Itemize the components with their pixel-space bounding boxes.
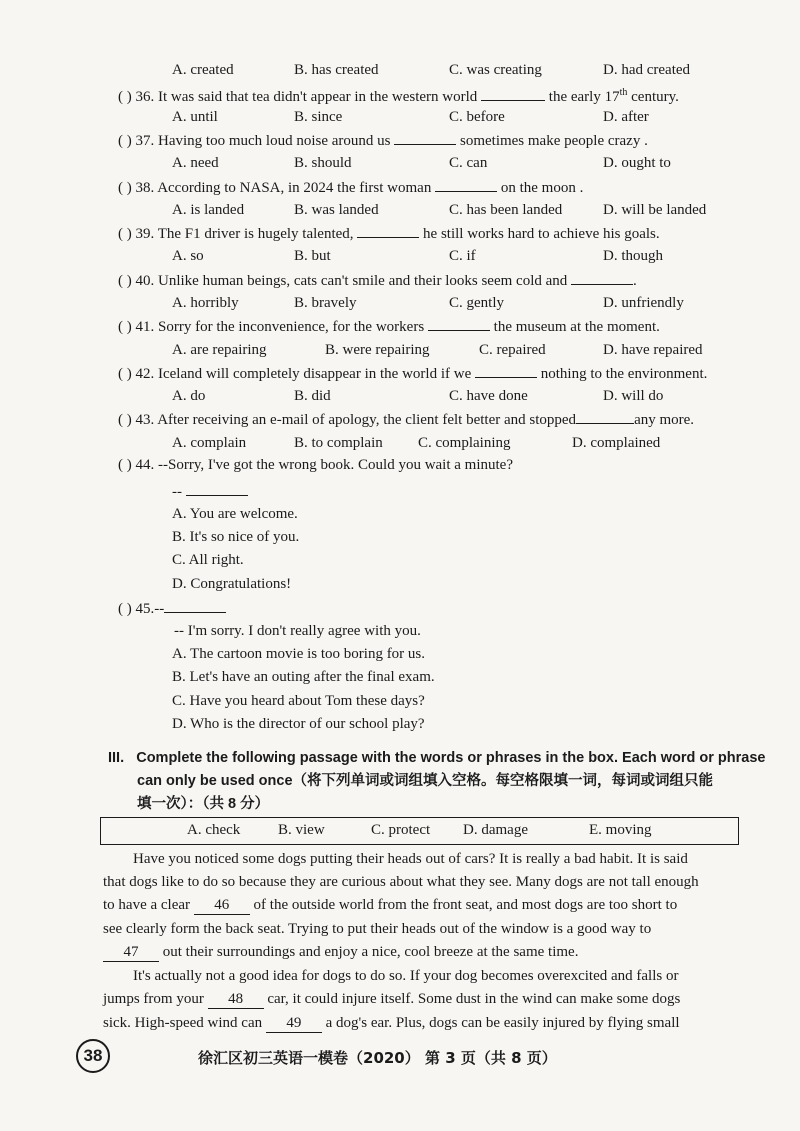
q42-option-c: C. have done [449, 388, 528, 404]
q40-option-d: D. unfriendly [603, 295, 684, 311]
q39-option-c: C. if [449, 248, 476, 264]
q35-option-d: D. had created [603, 62, 691, 78]
question-text: Sorry for the inconvenience, for the workers [158, 319, 425, 335]
section-instruction-line2: can only be used once（将下列单词或词组填入空格。每空格限填一词，每词或词组只能 [137, 773, 714, 789]
q40-option-b: B. bravely [294, 295, 357, 311]
q45-option-b: B. Let's have an outing after the final exam. [172, 669, 435, 685]
question-text: -- [154, 601, 165, 617]
question-number: 36. [135, 89, 155, 105]
q40-option-c: C. gently [449, 295, 504, 311]
question-text-post: on the moon . [500, 180, 584, 196]
question-43 [118, 409, 694, 429]
q37-option-a: A. need [172, 155, 219, 171]
answer-paren: ( ) [118, 180, 132, 196]
q36-option-c: C. before [449, 109, 505, 125]
q45-option-c: C. Have you heard about Tom these days? [172, 693, 425, 709]
q43-option-c: C. complaining [418, 435, 511, 451]
q37-option-d: D. ought to [603, 155, 671, 171]
q40-option-a: A. horribly [172, 295, 239, 311]
passage-line-5 [103, 943, 737, 962]
passage-text: jumps from your [103, 991, 204, 1007]
answer-blank [475, 363, 537, 378]
word-option-c: C. protect [371, 822, 431, 838]
question-44 [118, 456, 513, 474]
q39-option-a: A. so [172, 248, 204, 264]
question-text-post: any more. [634, 412, 695, 428]
passage-line-7 [103, 990, 737, 1009]
q45-option-d: D. Who is the director of our school play? [172, 716, 425, 732]
answer-paren: ( ) [118, 319, 132, 335]
passage-text: sick. High-speed wind can [103, 1015, 263, 1031]
page-badge: 38 [76, 1039, 110, 1073]
q41-option-b: B. were repairing [325, 342, 430, 358]
question-41 [118, 316, 660, 336]
q44-reply [172, 481, 248, 501]
answer-paren: ( ) [118, 601, 132, 617]
question-text: --Sorry, I've got the wrong book. Could you wait a minute? [158, 457, 513, 473]
word-option-b: B. view [278, 822, 325, 838]
question-text-post: the museum at the moment. [493, 319, 660, 335]
question-number: 38. [135, 180, 155, 196]
reply-dash: -- [172, 484, 182, 500]
q35-option-b: B. has created [294, 62, 379, 78]
question-number: 37. [135, 133, 155, 149]
question-36 [118, 84, 679, 106]
passage-text: of the outside world from the front seat, and most dogs are too short to [253, 897, 678, 913]
q42-option-d: D. will do [603, 388, 664, 404]
passage-line-8 [103, 1014, 737, 1033]
page-footer: 徐汇区初三英语一模卷（2020） 第 3 页（共 8 页） [198, 1049, 557, 1067]
passage-text: car, it could injure itself. Some dust in the wind can make some dogs [267, 991, 681, 1007]
q38-option-b: B. was landed [294, 202, 379, 218]
question-text-post2: century. [631, 89, 679, 105]
q42-option-a: A. do [172, 388, 206, 404]
q45-option-a: A. The cartoon movie is too boring for us. [172, 646, 426, 662]
answer-blank [428, 316, 490, 331]
question-text: Having too much loud noise around us [158, 133, 391, 149]
q42-option-b: B. did [294, 388, 331, 404]
q36-option-d: D. after [603, 109, 649, 125]
passage-text: a dog's ear. Plus, dogs can be easily injured by flying small [325, 1015, 680, 1031]
answer-blank [576, 409, 634, 424]
answer-paren: ( ) [118, 133, 132, 149]
q38-option-d: D. will be landed [603, 202, 707, 218]
q35-option-a: A. created [172, 62, 234, 78]
question-number: 40. [135, 273, 155, 289]
answer-paren: ( ) [118, 89, 132, 105]
word-option-e: E. moving [589, 822, 652, 838]
question-45 [118, 598, 226, 618]
q37-option-b: B. should [294, 155, 352, 171]
question-text-post: the early 17 [548, 89, 620, 105]
q36-option-b: B. since [294, 109, 343, 125]
section-instruction-line1: Complete the following passage with the words or phrases in the box. Each word or phrase [136, 750, 766, 766]
blank-49: 49 [266, 1014, 322, 1033]
answer-blank [357, 223, 419, 238]
answer-blank [394, 130, 456, 145]
question-text: It was said that tea didn't appear in the western world [158, 89, 478, 105]
answer-paren: ( ) [118, 412, 132, 428]
question-number: 41. [135, 319, 155, 335]
answer-blank [164, 598, 226, 613]
q35-option-c: C. was creating [449, 62, 542, 78]
q39-option-d: D. though [603, 248, 663, 264]
q36-option-a: A. until [172, 109, 218, 125]
question-text: Iceland will completely disappear in the world if we [158, 366, 472, 382]
question-text: According to NASA, in 2024 the first woman [157, 180, 432, 196]
question-text-post: . [633, 273, 637, 289]
section-3-title [108, 748, 765, 768]
answer-paren: ( ) [118, 273, 132, 289]
word-option-a: A. check [187, 822, 241, 838]
word-box [100, 817, 739, 845]
answer-paren: ( ) [118, 226, 132, 242]
passage-line-4: see clearly form the back seat. Trying to put their heads out of the window is a good way to [103, 921, 652, 937]
q43-option-d: D. complained [572, 435, 661, 451]
question-number: 44. [135, 457, 155, 473]
blank-48: 48 [208, 990, 264, 1009]
answer-paren: ( ) [118, 457, 132, 473]
question-39 [118, 223, 660, 243]
answer-blank [435, 177, 497, 192]
q44-option-d: D. Congratulations! [172, 576, 292, 592]
q44-option-a: A. You are welcome. [172, 506, 298, 522]
passage-line-6: It's actually not a good idea for dogs to do so. If your dog becomes overexcited and falls or [133, 968, 679, 984]
q38-option-c: C. has been landed [449, 202, 563, 218]
blank-47: 47 [103, 943, 159, 962]
answer-blank [481, 86, 545, 101]
passage-text: out their surroundings and enjoy a nice, cool breeze at the same time. [162, 944, 579, 960]
question-number: 43. [135, 412, 155, 428]
q41-option-c: C. repaired [479, 342, 546, 358]
q45-reply: -- I'm sorry. I don't really agree with you. [174, 623, 421, 639]
passage-text: to have a clear [103, 897, 191, 913]
q44-option-c: C. All right. [172, 552, 244, 568]
q43-option-a: A. complain [172, 435, 247, 451]
passage-line-3 [103, 896, 737, 915]
answer-blank [186, 481, 248, 496]
section-number: III. [108, 750, 125, 766]
question-text-post: he still works hard to achieve his goals. [423, 226, 660, 242]
question-number: 45. [135, 601, 155, 617]
question-number: 42. [135, 366, 155, 382]
question-38 [118, 177, 583, 197]
question-37 [118, 130, 648, 150]
question-text: After receiving an e-mail of apology, the client felt better and stopped [157, 412, 577, 428]
q43-option-b: B. to complain [294, 435, 383, 451]
question-text-post: nothing to the environment. [540, 366, 708, 382]
superscript: th [619, 87, 628, 98]
question-text-post: sometimes make people crazy . [459, 133, 648, 149]
blank-46: 46 [194, 896, 250, 915]
q39-option-b: B. but [294, 248, 331, 264]
question-number: 39. [135, 226, 155, 242]
q38-option-a: A. is landed [172, 202, 245, 218]
word-option-d: D. damage [463, 822, 528, 838]
q44-option-b: B. It's so nice of you. [172, 529, 300, 545]
question-text: Unlike human beings, cats can't smile and their looks seem cold and [158, 273, 568, 289]
question-text: The F1 driver is hugely talented, [157, 226, 354, 242]
section-instruction-line3: 填一次）：（共 8 分） [137, 796, 270, 812]
answer-blank [571, 270, 633, 285]
q37-option-c: C. can [449, 155, 488, 171]
question-42 [118, 363, 707, 383]
answer-paren: ( ) [118, 366, 132, 382]
question-40 [118, 270, 637, 290]
q41-option-a: A. are repairing [172, 342, 267, 358]
passage-line-2: that dogs like to do so because they are curious about what they see. Many dogs are not tall enough [103, 874, 699, 890]
passage-line-1: Have you noticed some dogs putting their heads out of cars? It is really a bad habit. It is said [133, 851, 688, 867]
q41-option-d: D. have repaired [603, 342, 703, 358]
